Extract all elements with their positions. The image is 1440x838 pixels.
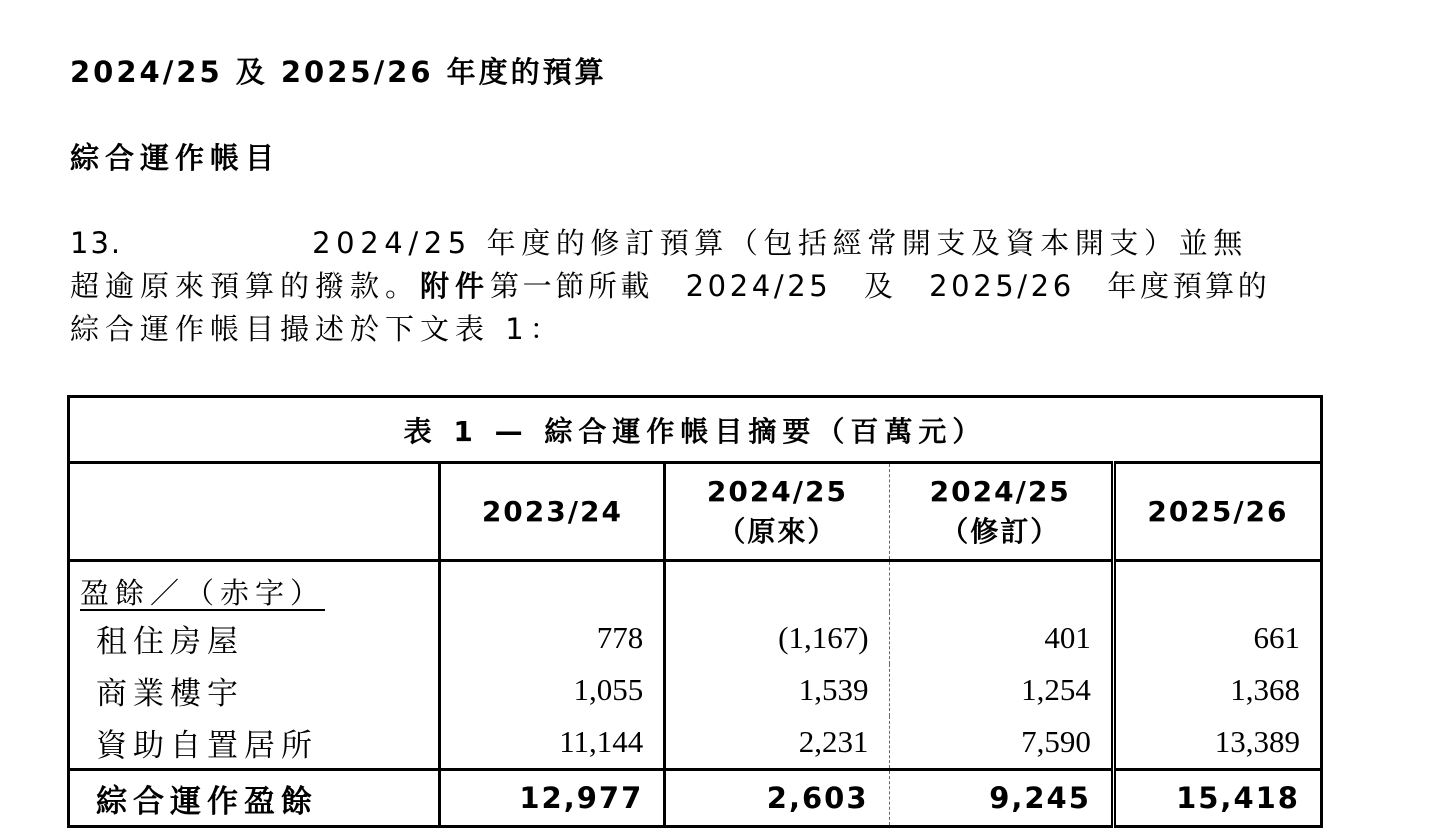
cell-value: 1,055 [440,664,665,716]
section-label: 盈餘／（赤字） [80,576,326,610]
column-header-note: （修訂） [940,514,1061,548]
total-label: 綜合運作盈餘 [69,770,440,827]
section-row [69,561,1322,613]
paragraph-line-2-pre: 超逾原來預算的撥款。 [70,269,421,303]
column-header [1113,463,1321,561]
table-row [69,664,1322,716]
section-heading: 綜合運作帳目 [70,141,281,175]
column-header-note: （原來） [717,514,838,548]
column-header [440,463,665,561]
table-caption: 表 1 — 綜合運作帳目摘要（百萬元） [69,397,1322,463]
cell-value: 661 [1113,612,1321,664]
row-label: 資助自置居所 [96,727,318,764]
table-row [69,612,1322,664]
column-header-year: 2024/25 [706,474,848,508]
total-value: 2,603 [665,770,889,827]
column-header-year: 2025/26 [1147,494,1289,528]
table-header-row [69,463,1322,561]
column-header-year: 2024/25 [929,474,1071,508]
total-value: 12,977 [440,770,665,827]
paragraph-line-2-post: 第一節所載 2024/25 及 2025/26 年度預算的 [490,269,1271,303]
cell-value: (1,167) [665,612,889,664]
cell-value: 7,590 [889,716,1113,770]
total-row [69,770,1322,827]
page-heading: 2024/25 及 2025/26 年度的預算 [70,55,607,89]
cell-value: 1,539 [665,664,889,716]
cell-value: 778 [440,612,665,664]
header-blank [69,463,440,561]
cell-value: 13,389 [1113,716,1321,770]
cell-value: 2,231 [665,716,889,770]
column-header [665,463,889,561]
cell-value: 1,254 [889,664,1113,716]
annex-reference: 附件 [420,269,491,303]
column-header-year: 2023/24 [481,494,623,528]
cell-value: 11,144 [440,716,665,770]
total-value: 15,418 [1113,770,1321,827]
table-row [69,716,1322,770]
cell-value: 1,368 [1113,664,1321,716]
column-header [889,463,1113,561]
paragraph-line-2 [70,265,1345,308]
total-value: 9,245 [889,770,1113,827]
paragraph-line-1-text: 2024/25 年度的修訂預算（包括經常開支及資本開支）並無 [312,226,1248,260]
operating-account-summary-table [67,395,1323,828]
row-label: 租住房屋 [96,623,244,660]
cell-value: 401 [889,612,1113,664]
paragraph-13 [70,222,1345,351]
paragraph-line-1 [70,222,1345,265]
paragraph-number: 13. [70,226,123,260]
paragraph-line-3 [70,308,1345,351]
paragraph-line-3-text: 綜合運作帳目撮述於下文表 1： [70,312,565,346]
row-label: 商業樓宇 [96,675,244,712]
